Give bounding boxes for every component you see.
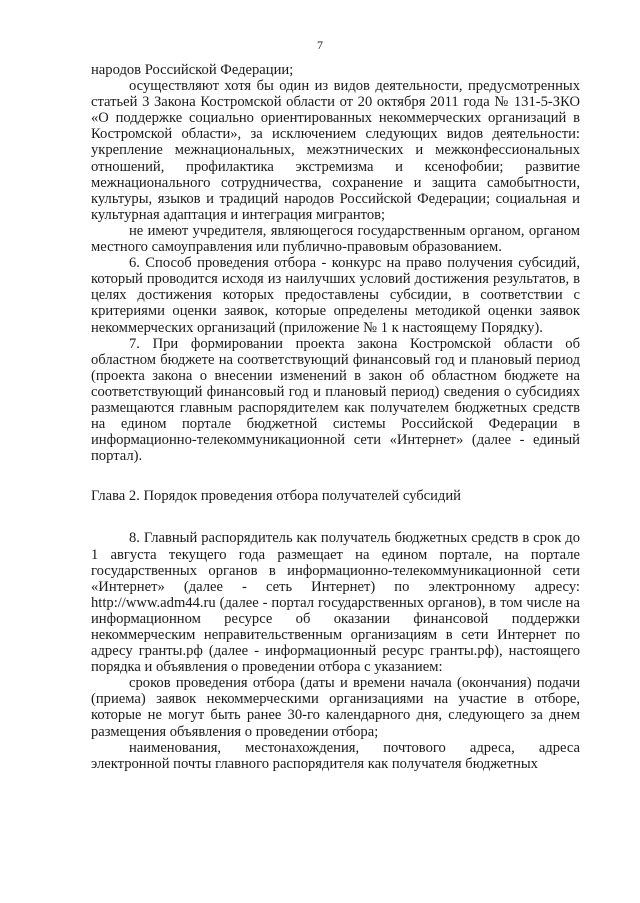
paragraph: 8. Главный распорядитель как получатель бюджетных средств в срок до 1 августа текущего года размещает на едином портале, на портале государственных органов в информационно-телекоммуникационной сети «Интернет» (далее - сеть Интернет) по электронному адресу: http://www.adm44.ru (далее - портал государственных органов), в том числе на информационном ресурсе об оказании финансовой поддержки некоммерческим неправительственным организациям в сети Интернет по адресу гранты.рф (далее - информационный ресурс гранты.рф), настоящего порядка и объявления о проведении отбора с указанием: [91,530,580,676]
paragraph: наименования, местонахождения, почтового адреса, адреса электронной почты главного распорядителя как получателя бюджетных [91,739,580,772]
paragraph: народов Российской Федерации; [91,62,294,78]
paragraph: не имеют учредителя, являющегося государственным органом, органом местного самоуправления или публично-правовым образованием. [91,222,580,256]
paragraph: сроков проведения отбора (даты и времени начала (окончания) подачи (приема) заявок некоммерческими организациями на участие в отборе, которые не могут быть ранее 30-го календарного дня, следующего за днем размещения объявления о проведении отбора; [91,675,580,740]
page-number: 7 [317,38,323,52]
paragraph: 7. При формировании проекта закона Костромской области об областном бюджете на соответствующий финансовый год и плановый период (проекта закона о внесении изменений в закон об областном бюджете на соответствующий финансовый год и плановый период) сведения о субсидиях размещаются главным распорядителем как получателем бюджетных средств на едином портале бюджетной системы Российской Федерации в информационно-телекоммуникационной сети «Интернет» (далее - единый портал). [91,335,580,465]
chapter-heading: Глава 2. Порядок проведения отбора получателей субсидий [91,488,461,505]
paragraph: осуществляют хотя бы один из видов деятельности, предусмотренных статьей 3 Закона Костромской области от 20 октября 2011 года № 131-5-ЗКО «О поддержке социально ориентированных некоммерческих организаций в Костромской области», за исключением следующих видов деятельности: укрепление межнациональных, межэтнических и межконфессиональных отношений, профилактика экстремизма и ксенофобии; развитие межнационального сотрудничества, сохранение и защита самобытности, культуры, языков и традиций народов Российской Федерации; социальная и культурная адаптация и интеграция мигрантов; [91,78,580,223]
paragraph: 6. Способ проведения отбора - конкурс на право получения субсидий, который проводится исходя из наилучших условий достижения результатов, в целях достижения которых предоставлены субсидии, в соответствии с критериями оценки заявок, которые определены методикой оценки заявок некоммерческих организаций (приложение № 1 к настоящему Порядку). [91,255,580,336]
document-body [91,62,580,772]
